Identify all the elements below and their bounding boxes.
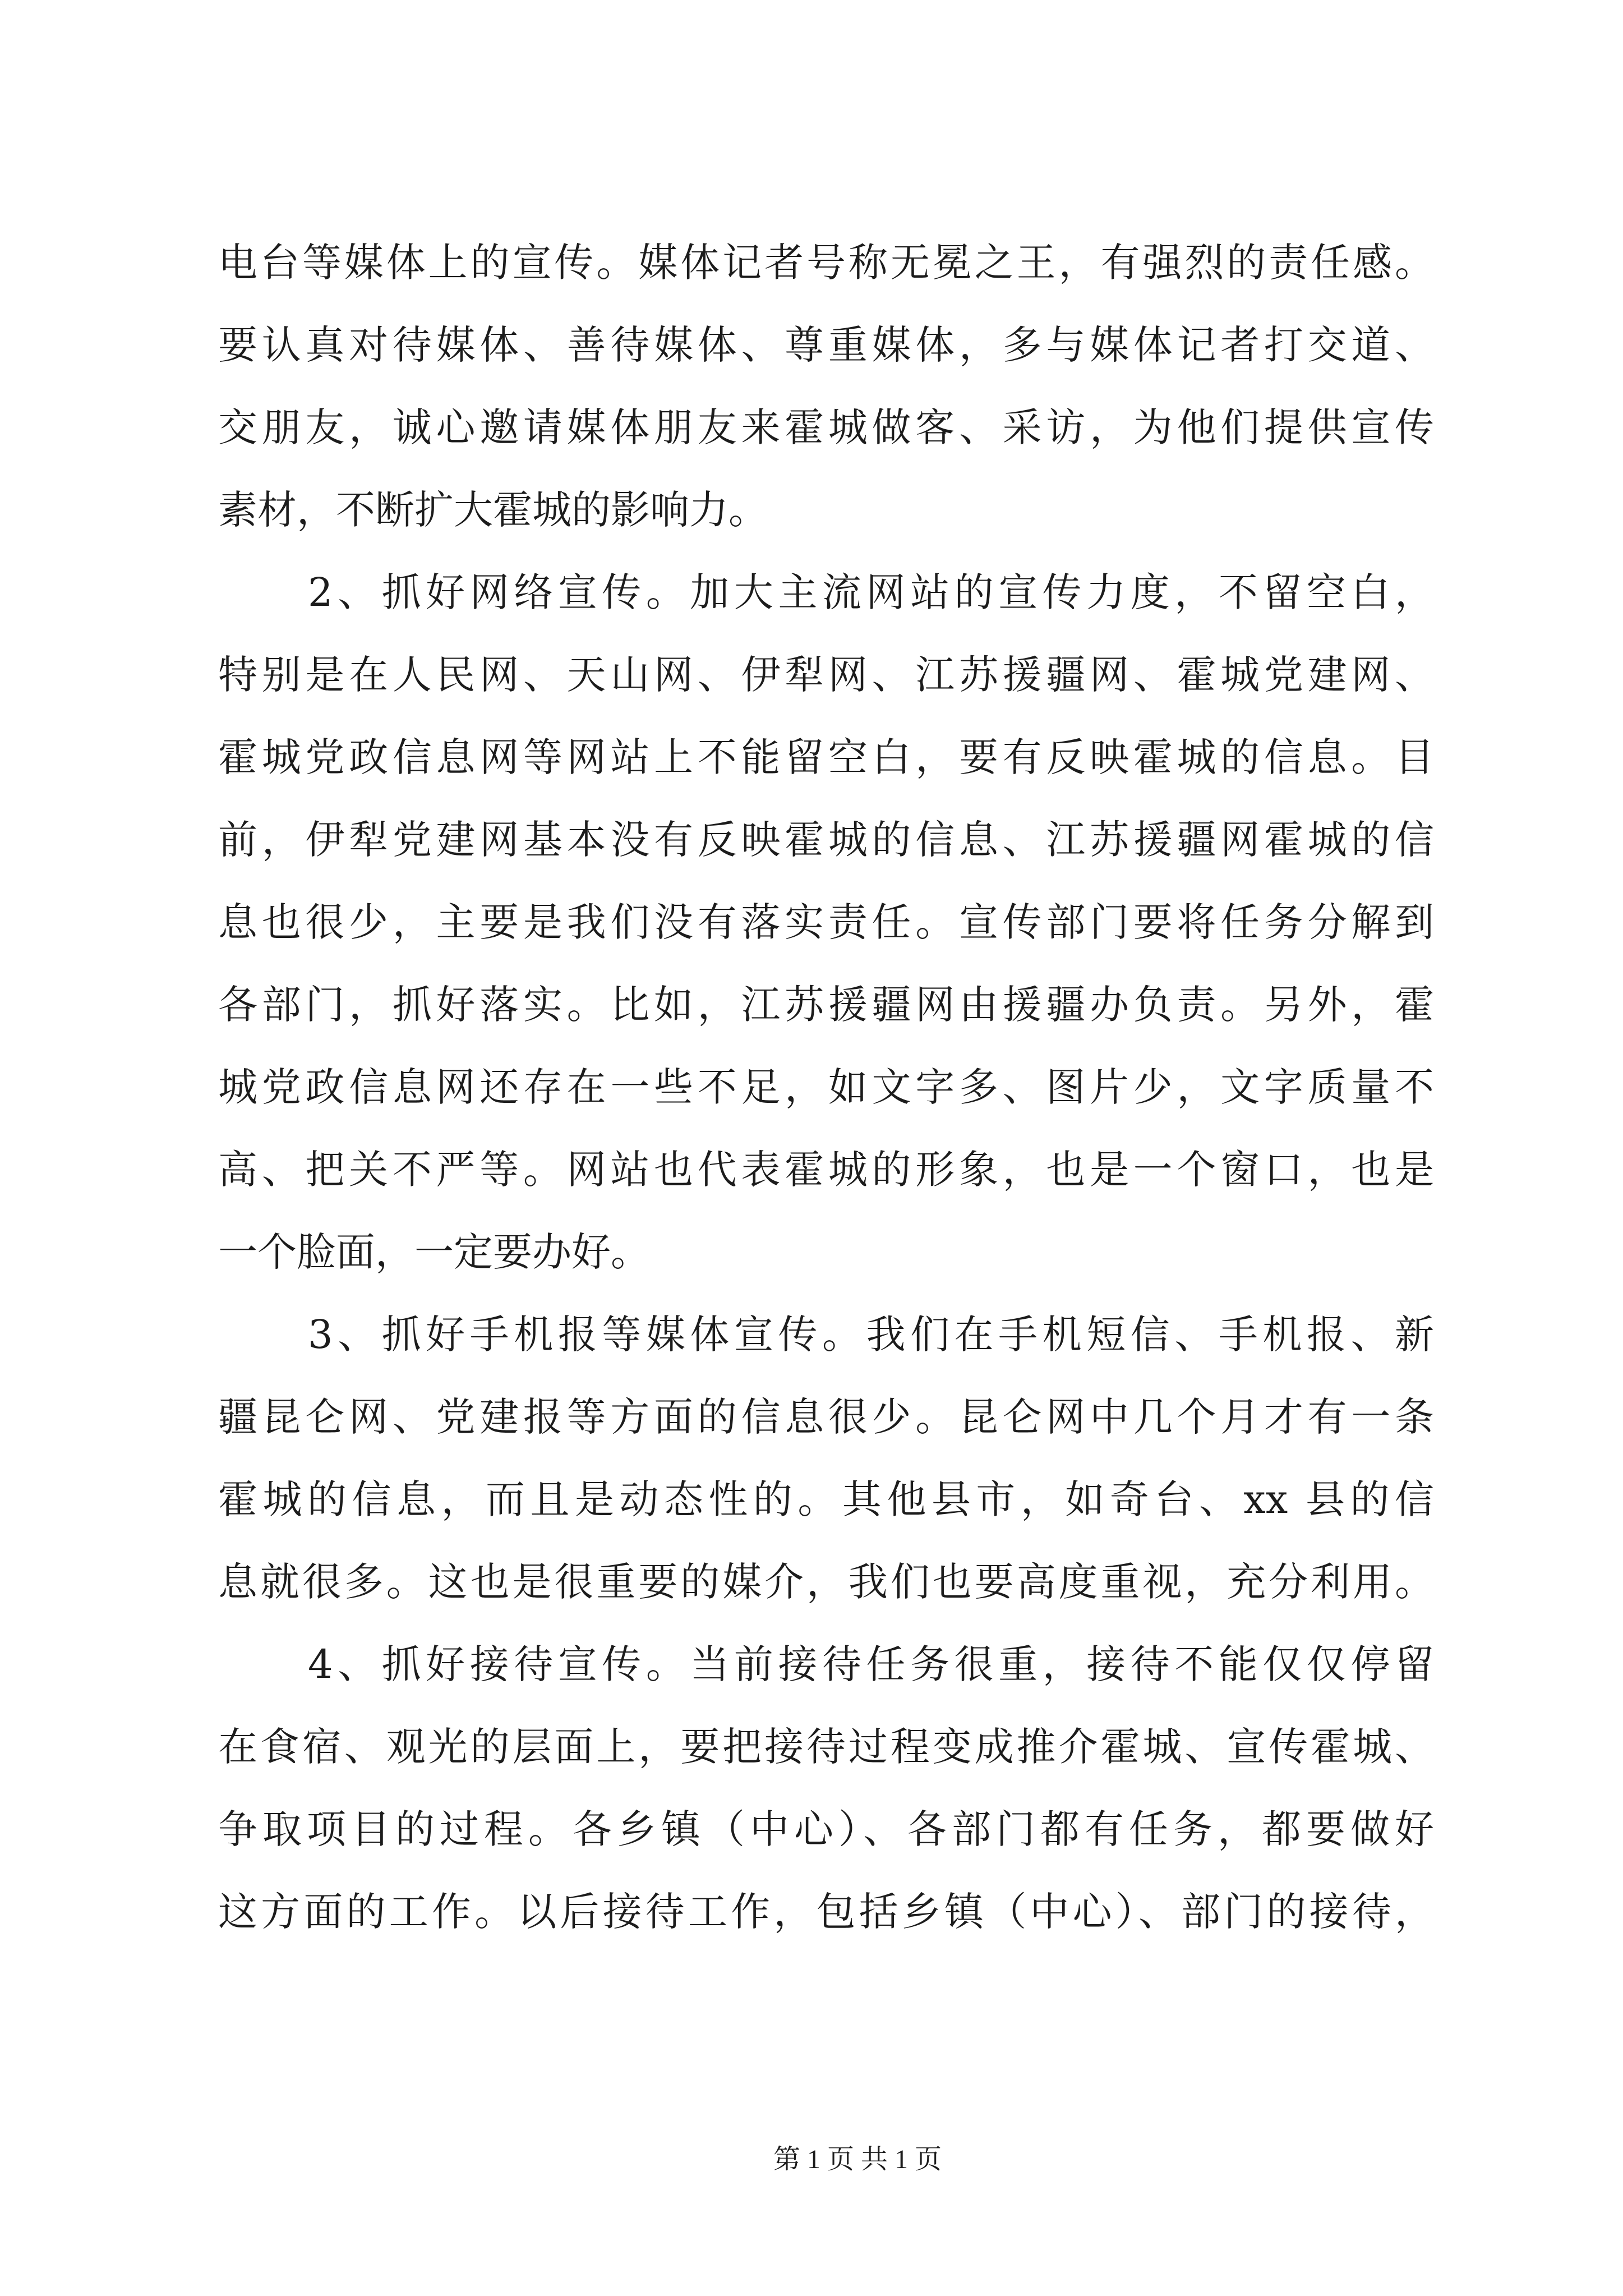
body-line: 霍城的信息，而且是动态性的。其他县市，如奇台、xx 县的信 xyxy=(218,1476,1434,1522)
body-line: 特别是在人民网、天山网、伊犁网、江苏援疆网、霍城党建网、 xyxy=(218,652,1434,698)
body-line: 城党政信息网还存在一些不足，如文字多、图片少，文字质量不 xyxy=(218,1064,1434,1110)
body-line: 息就很多。这也是很重要的媒介，我们也要高度重视，充分利用。 xyxy=(218,1559,1434,1605)
body-line: 各部门，抓好落实。比如，江苏援疆网由援疆办负责。另外，霍 xyxy=(218,982,1434,1028)
body-line: 前，伊犁党建网基本没有反映霍城的信息、江苏援疆网霍城的信 xyxy=(218,817,1434,863)
page-footer: 第 1 页 共 1 页 xyxy=(773,2145,942,2174)
body-line: 息也很少，主要是我们没有落实责任。宣传部门要将任务分解到 xyxy=(218,899,1434,945)
body-line: 在食宿、观光的层面上，要把接待过程变成推介霍城、宣传霍城、 xyxy=(218,1724,1434,1770)
body-line: 4、抓好接待宣传。当前接待任务很重，接待不能仅仅停留 xyxy=(308,1641,1434,1687)
body-line: 3、抓好手机报等媒体宣传。我们在手机短信、手机报、新 xyxy=(308,1312,1434,1358)
body-line: 争取项目的过程。各乡镇（中心）、各部门都有任务，都要做好 xyxy=(218,1806,1434,1852)
body-line: 疆昆仑网、党建报等方面的信息很少。昆仑网中几个月才有一条 xyxy=(218,1394,1434,1440)
document-body xyxy=(218,222,1434,1953)
body-line: 一个脸面，一定要办好。 xyxy=(218,1229,650,1275)
body-line: 这方面的工作。以后接待工作，包括乡镇（中心）、部门的接待， xyxy=(218,1889,1434,1935)
body-line: 素材，不断扩大霍城的影响力。 xyxy=(218,487,768,533)
body-line: 霍城党政信息网等网站上不能留空白，要有反映霍城的信息。目 xyxy=(218,734,1434,780)
body-line: 电台等媒体上的宣传。媒体记者号称无冕之王，有强烈的责任感。 xyxy=(218,240,1434,286)
body-line: 要认真对待媒体、善待媒体、尊重媒体，多与媒体记者打交道、 xyxy=(218,322,1434,368)
body-line: 高、把关不严等。网站也代表霍城的形象，也是一个窗口，也是 xyxy=(218,1147,1434,1193)
body-line: 2、抓好网络宣传。加大主流网站的宣传力度，不留空白， xyxy=(308,569,1434,615)
body-line: 交朋友，诚心邀请媒体朋友来霍城做客、采访，为他们提供宣传 xyxy=(218,404,1434,450)
